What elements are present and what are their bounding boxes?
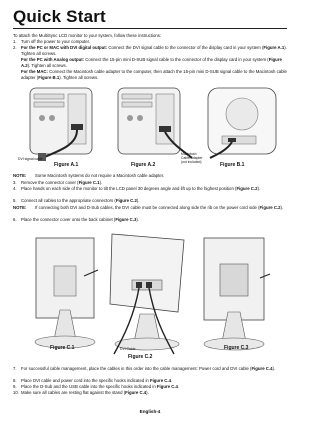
step-heading: For the PC or MAC with DVI digital output: [21,45,108,50]
note-label: NOTE: [13,205,27,210]
step-tail: ). Tighten all screws. [59,74,99,80]
figure-ref: Figure C.1 [78,180,100,185]
title-divider [13,28,287,29]
step-number: 6. [13,217,17,222]
step-tail: ). [146,390,149,395]
figure-a2-caption: Figure A.2 [131,162,156,168]
mac-adapter-label-line2: Cable Adapter [181,156,203,160]
step-heading: For the MAC: [21,69,48,74]
page-footer: English-4 [139,409,161,414]
figure-c3-caption: Figure C.3 [224,345,249,351]
note-tail: ). [280,205,284,210]
step-body: Make sure all cables are resting flat against the stand ( [21,390,126,395]
step-body: Place hands on each side of the monitor to tilt the LCD panel 30 degrees angle and lift up to the highest position ( [21,186,237,191]
step-text [21,198,287,204]
dvi-cable-callout: DVI Cable [120,347,136,351]
step-tail: ). [99,180,103,185]
monitor-back-illustrations [14,226,286,360]
step-body: Place the D-Sub and the USB cable into the specific hooks indicated in [21,384,157,389]
intro-text: To attach the MultiSync LCD monitor to your system, follow these instructions: [13,33,162,38]
figure-b1-caption: Figure B.1 [220,162,245,168]
step-number: 5. [13,198,17,203]
step-tail: ). [272,366,276,371]
figure-c2-caption: Figure C.2 [128,354,153,360]
step-body: Place the connector cover onto the back cabinet ( [21,217,116,222]
figure-ref: Figure A.1 [263,45,285,50]
figure-c2-illustration [110,234,184,354]
step-body: Connect all cables to the appropriate connectors ( [21,198,116,203]
step-number: 1. [13,39,17,44]
step-number: 8. [13,378,17,383]
figure-ref: Figure B.1 [38,74,60,80]
mac-adapter-label-line3: (not included) [181,160,202,164]
step-text [21,378,287,384]
step-number: 10. [13,390,19,395]
step-text [21,57,287,68]
step-text [21,186,287,192]
computer-connection-illustrations [22,84,282,164]
figure-a1-illustration [30,88,92,161]
note-text: Some Macintosh systems do not require a Macintosh cable adapter. [35,173,165,178]
figure-ref: Figure A.2 [21,57,282,68]
step-tail: ). Tighten all screws. [27,62,67,68]
figure-b1-illustration [208,88,276,158]
figure-c1-illustration [35,238,98,348]
step-text [21,69,287,80]
step-text [21,45,287,56]
step-number: 7. [13,366,17,371]
step-number: 4. [13,186,17,191]
figure-c3-illustration [204,238,270,350]
step-number: 2. [13,45,17,50]
figure-ref: Figure C.4 [251,366,273,371]
figure-ref: Figure C.4 [156,384,178,389]
figure-ref: Figure C.2 [236,186,258,191]
mac-adapter-label-line1: Macintosh [181,152,197,156]
note-body: If connecting both DVI and D-Sub cables, the DVI cable must be connected along side the rib on the power cord side ( [35,205,260,210]
figure-ref: Figure C.2 [115,198,137,203]
step-text [21,390,287,396]
step-heading: For the PC with Analog output: [21,57,85,62]
figure-ref: Figure C.4 [149,378,171,383]
figure-a2-illustration [118,88,192,158]
note-label: NOTE: [13,173,27,178]
step-text: Turn off the power to your computer. [21,39,91,44]
step-tail: ). [136,198,140,203]
step-tail: ). [136,217,139,222]
step-number: 3. [13,180,17,185]
note-text [35,205,287,211]
figure-ref: Figure C.4 [125,390,147,395]
step-body: Connect the 15-pin mini D-SUB signal cable to the connector of the display card in your system ( [84,57,269,62]
step-text [21,384,287,390]
page-title: Quick Start [13,7,106,26]
step-tail: ). [257,186,261,191]
step-text [21,366,287,372]
step-tail: . [177,384,180,389]
step-body: Connect the Macintosh cable adapter to the computer, then attach the 15-pin mini D-SUB signal cable to the Macintosh cable adapter ( [21,69,287,80]
figure-c1-caption: Figure C.1 [50,345,75,351]
step-tail: ). Tighten all screws. [21,45,287,56]
step-body: Remove the connector cover ( [21,180,79,185]
step-text [21,180,287,186]
figure-ref: Figure C.2 [259,205,281,210]
step-body: Connect the DVI signal cable to the connector of the display card in your system ( [107,45,264,50]
step-tail: . [171,378,173,383]
figure-a1-caption: Figure A.1 [54,162,79,168]
figure-ref: Figure C.3 [115,217,137,222]
step-number: 9. [13,384,17,389]
step-body: Place DVI cable and power cord into the specific hooks indicated in [21,378,150,383]
step-text [21,217,287,223]
dvi-cable-label: DVI signal cable [18,157,43,161]
step-body: For successful cable management, place the cables in this order into the cable management: Power cord and DVI cable ( [21,366,252,371]
